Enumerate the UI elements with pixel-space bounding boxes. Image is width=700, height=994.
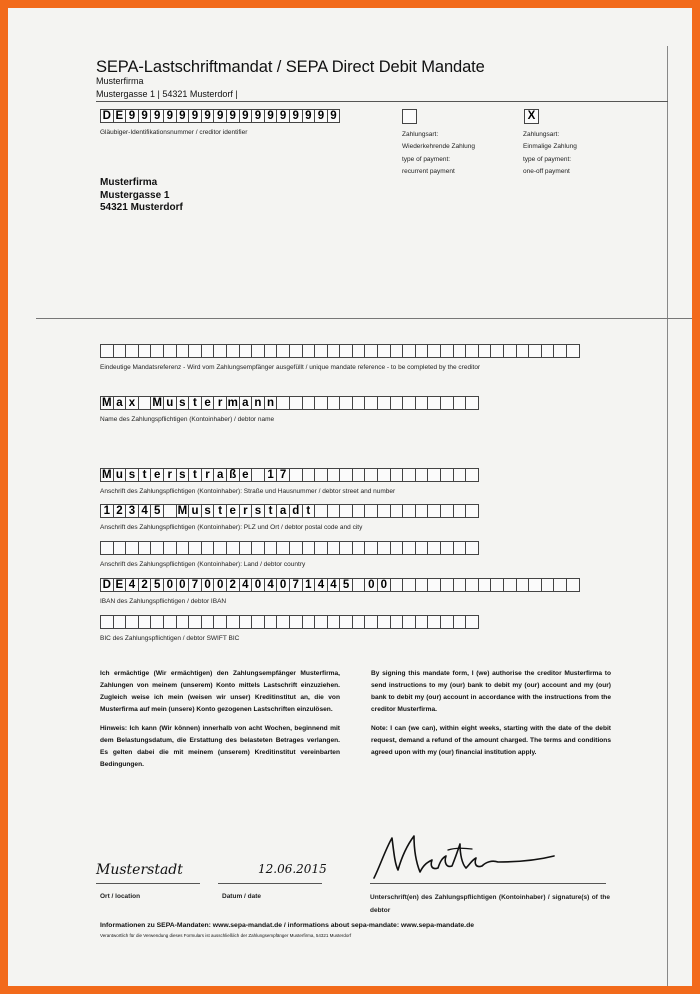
debtor-iban-cell[interactable] <box>478 578 492 592</box>
debtor-iban-cell[interactable]: 0 <box>176 578 190 592</box>
debtor-country-cell[interactable] <box>188 541 202 555</box>
debtor-postal-city-cell[interactable] <box>427 504 441 518</box>
creditor-identifier-cell[interactable]: 9 <box>201 109 215 123</box>
debtor-country-cell[interactable] <box>100 541 114 555</box>
debtor-country-cell[interactable] <box>150 541 164 555</box>
recipient-street: Mustergasse 1 <box>100 189 170 201</box>
debtor-country-cell[interactable] <box>377 541 391 555</box>
debtor-postal-city-cell[interactable]: 5 <box>150 504 164 518</box>
debtor-bic-label: BIC des Zahlungspflichtigen / debtor SWIFT BIC <box>100 635 240 642</box>
mandate-reference-cell[interactable] <box>465 344 479 358</box>
mandate-reference-cell[interactable] <box>100 344 114 358</box>
debtor-iban-cell[interactable]: 5 <box>339 578 353 592</box>
debtor-bic-cell[interactable] <box>100 615 114 629</box>
mandate-reference-cell[interactable] <box>113 344 127 358</box>
location-handwritten[interactable]: Musterstadt <box>96 862 183 878</box>
debtor-country-cell[interactable] <box>327 541 341 555</box>
debtor-postal-city-cell[interactable] <box>364 504 378 518</box>
debtor-bic-cell[interactable] <box>339 615 353 629</box>
debtor-street-cell[interactable] <box>402 468 416 482</box>
date-label: Datum / date <box>222 893 262 900</box>
debtor-name-cell[interactable] <box>402 396 416 410</box>
debtor-country-cell[interactable] <box>364 541 378 555</box>
debtor-postal-city-cell[interactable] <box>377 504 391 518</box>
debtor-country-cell[interactable] <box>302 541 316 555</box>
mandate-reference-cell[interactable] <box>541 344 555 358</box>
header-company: Musterfirma <box>96 76 144 86</box>
debtor-street-cell[interactable]: s <box>125 468 139 482</box>
debtor-street-cell[interactable] <box>415 468 429 482</box>
header-rule <box>96 101 668 102</box>
date-handwritten[interactable]: 12.06.2015 <box>258 862 327 876</box>
debtor-bic-cell[interactable] <box>427 615 441 629</box>
debtor-street-cell[interactable]: e <box>239 468 253 482</box>
recipient-city: 54321 Musterdorf <box>100 202 183 213</box>
debtor-iban-cell[interactable]: 0 <box>163 578 177 592</box>
debtor-postal-city-label: Anschrift des Zahlungspflichtigen (Kontoinhaber): PLZ und Ort / debtor postal code and city <box>100 524 363 531</box>
fold-line <box>36 318 692 319</box>
debtor-street-cell[interactable]: r <box>201 468 215 482</box>
debtor-bic-cell[interactable] <box>163 615 177 629</box>
debtor-name-cell[interactable] <box>276 396 290 410</box>
debtor-bic-cell[interactable] <box>352 615 366 629</box>
creditor-identifier-cell[interactable]: 9 <box>289 109 303 123</box>
debtor-bic-cell[interactable] <box>364 615 378 629</box>
debtor-bic-cell[interactable] <box>440 615 454 629</box>
debtor-iban-cell[interactable] <box>453 578 467 592</box>
debtor-country-cell[interactable] <box>440 541 454 555</box>
mandate-reference-cell[interactable] <box>415 344 429 358</box>
mandate-reference-cell[interactable] <box>314 344 328 358</box>
debtor-iban-cell[interactable]: 4 <box>327 578 341 592</box>
mandate-reference-cell[interactable] <box>327 344 341 358</box>
mandate-reference-cell[interactable] <box>352 344 366 358</box>
debtor-bic-cell[interactable] <box>239 615 253 629</box>
debtor-postal-city-cell[interactable]: s <box>201 504 215 518</box>
debtor-country-boxes[interactable] <box>100 541 478 555</box>
debtor-country-cell[interactable] <box>314 541 328 555</box>
recipient-address <box>100 177 183 215</box>
debtor-street-boxes[interactable] <box>100 468 478 482</box>
mandate-reference-cell[interactable] <box>339 344 353 358</box>
debtor-street-cell[interactable] <box>364 468 378 482</box>
debtor-bic-cell[interactable] <box>138 615 152 629</box>
debtor-postal-city-cell[interactable] <box>453 504 467 518</box>
debtor-postal-city-cell[interactable]: t <box>213 504 227 518</box>
mandate-reference-cell[interactable] <box>289 344 303 358</box>
debtor-bic-cell[interactable] <box>213 615 227 629</box>
creditor-identifier-cell[interactable]: D <box>100 109 114 123</box>
mandate-reference-cell[interactable] <box>516 344 530 358</box>
mandate-reference-cell[interactable] <box>440 344 454 358</box>
debtor-postal-city-cell[interactable]: r <box>239 504 253 518</box>
creditor-identifier-cell[interactable]: E <box>113 109 127 123</box>
debtor-street-cell[interactable]: 1 <box>264 468 278 482</box>
debtor-iban-cell[interactable] <box>352 578 366 592</box>
mandate-reference-boxes[interactable] <box>100 344 579 358</box>
debtor-country-cell[interactable] <box>176 541 190 555</box>
creditor-identifier-cell[interactable]: 9 <box>302 109 316 123</box>
debtor-street-cell[interactable]: s <box>176 468 190 482</box>
debtor-bic-cell[interactable] <box>453 615 467 629</box>
debtor-name-cell[interactable]: u <box>163 396 177 410</box>
mandate-reference-cell[interactable] <box>503 344 517 358</box>
debtor-bic-cell[interactable] <box>201 615 215 629</box>
creditor-identifier-label: Gläubiger-Identifikationsnummer / creditor identifier <box>100 129 248 136</box>
debtor-iban-cell[interactable] <box>516 578 530 592</box>
debtor-name-label: Name des Zahlungspflichtigen (Kontoinhaber) / debtor name <box>100 416 275 423</box>
mandate-reference-cell[interactable] <box>402 344 416 358</box>
debtor-iban-cell[interactable]: E <box>113 578 127 592</box>
debtor-iban-cell[interactable]: 0 <box>201 578 215 592</box>
debtor-postal-city-cell[interactable] <box>352 504 366 518</box>
debtor-iban-cell[interactable]: 4 <box>264 578 278 592</box>
debtor-bic-cell[interactable] <box>264 615 278 629</box>
debtor-street-cell[interactable] <box>377 468 391 482</box>
signature-line <box>370 883 606 884</box>
debtor-postal-city-boxes[interactable] <box>100 504 478 518</box>
debtor-iban-cell[interactable]: D <box>100 578 114 592</box>
creditor-identifier-cell[interactable]: 9 <box>226 109 240 123</box>
debtor-postal-city-cell[interactable] <box>390 504 404 518</box>
debtor-iban-cell[interactable] <box>490 578 504 592</box>
mandate-reference-cell[interactable] <box>364 344 378 358</box>
debtor-iban-cell[interactable] <box>503 578 517 592</box>
debtor-name-cell[interactable]: n <box>264 396 278 410</box>
debtor-postal-city-cell[interactable] <box>415 504 429 518</box>
debtor-postal-city-cell[interactable]: 3 <box>125 504 139 518</box>
debtor-name-cell[interactable] <box>327 396 341 410</box>
mandate-reference-cell[interactable] <box>188 344 202 358</box>
creditor-identifier-boxes[interactable] <box>100 109 339 123</box>
debtor-street-cell[interactable]: u <box>113 468 127 482</box>
mandate-reference-cell[interactable] <box>176 344 190 358</box>
debtor-country-cell[interactable] <box>289 541 303 555</box>
debtor-postal-city-cell[interactable]: u <box>188 504 202 518</box>
debtor-iban-cell[interactable]: 0 <box>364 578 378 592</box>
debtor-iban-cell[interactable]: 0 <box>213 578 227 592</box>
debtor-iban-cell[interactable] <box>390 578 404 592</box>
debtor-iban-cell[interactable] <box>541 578 555 592</box>
debtor-postal-city-cell[interactable]: 4 <box>138 504 152 518</box>
debtor-street-cell[interactable]: r <box>163 468 177 482</box>
debtor-street-cell[interactable]: M <box>102 469 112 481</box>
debtor-name-cell[interactable]: t <box>188 396 202 410</box>
debtor-name-cell[interactable]: a <box>239 396 253 410</box>
one-off-payment-checkbox[interactable]: X <box>524 109 539 124</box>
debtor-name-cell[interactable] <box>453 396 467 410</box>
mandate-reference-cell[interactable] <box>226 344 240 358</box>
debtor-iban-cell[interactable]: 4 <box>239 578 253 592</box>
debtor-iban-cell[interactable] <box>465 578 479 592</box>
debtor-postal-city-cell[interactable] <box>339 504 353 518</box>
debtor-country-cell[interactable] <box>163 541 177 555</box>
debtor-name-cell[interactable] <box>138 396 152 410</box>
debtor-bic-cell[interactable] <box>390 615 404 629</box>
form-title: SEPA-Lastschriftmandat / SEPA Direct Debit Mandate <box>96 58 485 76</box>
debtor-name-cell[interactable]: e <box>201 396 215 410</box>
debtor-name-cell[interactable] <box>352 396 366 410</box>
right-margin-line <box>667 46 668 986</box>
mandate-reference-cell[interactable] <box>377 344 391 358</box>
debtor-iban-cell[interactable] <box>566 578 580 592</box>
mandate-reference-cell[interactable] <box>566 344 580 358</box>
debtor-iban-cell[interactable]: 0 <box>276 578 290 592</box>
debtor-name-cell[interactable] <box>427 396 441 410</box>
debtor-street-cell[interactable] <box>465 468 479 482</box>
debtor-name-cell[interactable]: a <box>113 396 127 410</box>
mandate-reference-cell[interactable] <box>264 344 278 358</box>
debtor-postal-city-cell[interactable] <box>465 504 479 518</box>
debtor-street-cell[interactable] <box>390 468 404 482</box>
debtor-street-cell[interactable] <box>427 468 441 482</box>
debtor-postal-city-cell[interactable] <box>163 504 177 518</box>
debtor-name-cell[interactable] <box>465 396 479 410</box>
debtor-country-cell[interactable] <box>352 541 366 555</box>
debtor-bic-cell[interactable] <box>176 615 190 629</box>
debtor-country-label: Anschrift des Zahlungspflichtigen (Kontoinhaber): Land / debtor country <box>100 561 306 568</box>
debtor-postal-city-cell[interactable]: a <box>276 504 290 518</box>
mandate-reference-cell[interactable] <box>213 344 227 358</box>
debtor-bic-cell[interactable] <box>415 615 429 629</box>
debtor-name-boxes[interactable] <box>100 396 478 410</box>
debtor-postal-city-cell[interactable] <box>314 504 328 518</box>
footer-note: Verantwortlich für die Verwendung dieses Formulars ist ausschließlich der Zahlungsempfänger Musterfirma, 54321 Musterdorf <box>100 933 352 938</box>
debtor-country-cell[interactable] <box>390 541 404 555</box>
debtor-street-cell[interactable]: e <box>150 468 164 482</box>
debtor-bic-cell[interactable] <box>226 615 240 629</box>
recipient-name: Musterfirma <box>100 177 158 188</box>
debtor-bic-cell[interactable] <box>188 615 202 629</box>
debtor-iban-cell[interactable]: 7 <box>289 578 303 592</box>
recurrent-payment-checkbox[interactable] <box>402 109 417 124</box>
debtor-street-cell[interactable] <box>352 468 366 482</box>
mandate-text-de: Ich ermächtige (Wir ermächtigen) den Zahlungsempfänger Musterfirma, Zahlungen von meinem (unserem) Konto mittels Lastschrift einzuziehen. Zugleich weise ich mein (weisen wir unser) Kreditinstitut an, die von Musterfirma auf mein (unsere) Konto gezogenen Lastschriften einzulösen. Hinweis: Ich kann (Wir können) innerhalb von acht Wochen, beginnend mit dem Belastungsdatum, die Erstattung des belasteten Betrages verlangen. Es gelten dabei die mit meinem (unserem) Kreditinstitut vereinbarten Bedingungen. <box>100 670 340 768</box>
creditor-identifier-cell[interactable]: 9 <box>188 109 202 123</box>
creditor-identifier-cell[interactable]: 9 <box>314 109 328 123</box>
debtor-street-cell[interactable]: 7 <box>276 468 290 482</box>
debtor-name-cell[interactable] <box>364 396 378 410</box>
mandate-reference-cell[interactable] <box>528 344 542 358</box>
debtor-bic-cell[interactable] <box>150 615 164 629</box>
debtor-iban-cell[interactable]: 5 <box>150 578 164 592</box>
debtor-country-cell[interactable] <box>465 541 479 555</box>
creditor-identifier-cell[interactable]: 9 <box>176 109 190 123</box>
debtor-country-cell[interactable] <box>213 541 227 555</box>
debtor-street-label: Anschrift des Zahlungspflichtigen (Kontoinhaber): Straße und Hausnummer / debtor street and number <box>100 488 396 495</box>
creditor-identifier-cell[interactable]: 9 <box>327 109 341 123</box>
creditor-identifier-cell[interactable]: 9 <box>125 109 139 123</box>
debtor-name-cell[interactable]: M <box>152 397 162 409</box>
debtor-street-cell[interactable] <box>314 468 328 482</box>
debtor-street-cell[interactable] <box>251 468 265 482</box>
mandate-reference-cell[interactable] <box>453 344 467 358</box>
debtor-country-cell[interactable] <box>453 541 467 555</box>
debtor-iban-cell[interactable]: 7 <box>188 578 202 592</box>
location-line <box>96 883 200 884</box>
debtor-bic-cell[interactable] <box>465 615 479 629</box>
debtor-iban-cell[interactable] <box>402 578 416 592</box>
date-line <box>218 883 322 884</box>
debtor-name-cell[interactable]: s <box>176 396 190 410</box>
debtor-bic-cell[interactable] <box>327 615 341 629</box>
header-address: Mustergasse 1 | 54321 Musterdorf | <box>96 89 238 99</box>
debtor-postal-city-cell[interactable] <box>402 504 416 518</box>
debtor-name-cell[interactable]: M <box>102 397 112 409</box>
debtor-postal-city-cell[interactable]: 2 <box>113 504 127 518</box>
mandate-reference-cell[interactable] <box>490 344 504 358</box>
debtor-iban-cell[interactable] <box>440 578 454 592</box>
creditor-identifier-cell[interactable]: 9 <box>138 109 152 123</box>
mandate-reference-label: Eindeutige Mandatsreferenz - Wird vom Zahlungsempfänger ausgefüllt / unique mandate reference - to be completed by the creditor <box>100 364 481 371</box>
mandate-reference-cell[interactable] <box>276 344 290 358</box>
debtor-street-cell[interactable] <box>327 468 341 482</box>
mandate-text-en: By signing this mandate form, I (we) authorise the creditor Musterfirma to send instructions to my (our) bank to debit my (our) account and my (our) bank to debit my (our) account in accordance with the instructions from the creditor Musterfirma. Note: I can (we can), within eight weeks, starting with the date of the debit request, demand a refund of the amount charged. The terms and conditions agreed upon with my (our) financial institution apply. <box>371 670 611 756</box>
debtor-iban-cell[interactable]: 4 <box>314 578 328 592</box>
debtor-iban-cell[interactable]: 1 <box>302 578 316 592</box>
debtor-name-cell[interactable]: r <box>213 396 227 410</box>
debtor-street-cell[interactable]: ß <box>226 468 240 482</box>
creditor-identifier-cell[interactable]: 9 <box>213 109 227 123</box>
debtor-name-cell[interactable] <box>302 396 316 410</box>
debtor-name-cell[interactable]: x <box>125 396 139 410</box>
debtor-name-cell[interactable] <box>314 396 328 410</box>
mandate-reference-cell[interactable] <box>125 344 139 358</box>
mandate-reference-cell[interactable] <box>553 344 567 358</box>
debtor-street-cell[interactable] <box>453 468 467 482</box>
location-label: Ort / location <box>100 893 141 900</box>
debtor-country-cell[interactable] <box>251 541 265 555</box>
debtor-iban-cell[interactable]: 0 <box>377 578 391 592</box>
signature-drawing <box>368 826 558 886</box>
debtor-street-cell[interactable] <box>289 468 303 482</box>
mandate-reference-cell[interactable] <box>150 344 164 358</box>
mandate-reference-cell[interactable] <box>302 344 316 358</box>
debtor-iban-label: IBAN des Zahlungspflichtigen / debtor IBAN <box>100 598 227 605</box>
debtor-bic-boxes[interactable] <box>100 615 478 629</box>
mandate-reference-cell[interactable] <box>201 344 215 358</box>
creditor-identifier-cell[interactable]: 9 <box>264 109 278 123</box>
mandate-reference-cell[interactable] <box>163 344 177 358</box>
creditor-identifier-cell[interactable]: 9 <box>163 109 177 123</box>
recurrent-payment-label: Zahlungsart: Wiederkehrende Zahlung type of payment: recurrent payment <box>402 131 475 175</box>
debtor-country-cell[interactable] <box>276 541 290 555</box>
debtor-bic-cell[interactable] <box>125 615 139 629</box>
debtor-iban-cell[interactable]: 2 <box>226 578 240 592</box>
debtor-name-cell[interactable] <box>440 396 454 410</box>
debtor-postal-city-cell[interactable] <box>440 504 454 518</box>
debtor-country-cell[interactable] <box>402 541 416 555</box>
debtor-iban-cell[interactable] <box>427 578 441 592</box>
creditor-identifier-cell[interactable]: 9 <box>276 109 290 123</box>
mandate-reference-cell[interactable] <box>390 344 404 358</box>
mandate-reference-cell[interactable] <box>427 344 441 358</box>
debtor-iban-cell[interactable] <box>528 578 542 592</box>
creditor-identifier-cell[interactable]: 9 <box>150 109 164 123</box>
debtor-name-cell[interactable] <box>339 396 353 410</box>
debtor-country-cell[interactable] <box>427 541 441 555</box>
debtor-iban-cell[interactable]: 2 <box>138 578 152 592</box>
signature-label: Unterschrift(en) des Zahlungspflichtigen (Kontoinhaber) / signature(s) of the debtor <box>370 894 610 914</box>
debtor-postal-city-cell[interactable]: d <box>289 504 303 518</box>
mandate-reference-cell[interactable] <box>138 344 152 358</box>
debtor-country-cell[interactable] <box>415 541 429 555</box>
debtor-postal-city-cell[interactable]: e <box>226 504 240 518</box>
debtor-name-cell[interactable] <box>377 396 391 410</box>
debtor-bic-cell[interactable] <box>302 615 316 629</box>
debtor-street-cell[interactable]: a <box>213 468 227 482</box>
debtor-postal-city-cell[interactable]: 1 <box>100 504 114 518</box>
debtor-name-cell[interactable] <box>289 396 303 410</box>
debtor-iban-cell[interactable] <box>415 578 429 592</box>
debtor-street-cell[interactable]: t <box>138 468 152 482</box>
debtor-bic-cell[interactable] <box>314 615 328 629</box>
debtor-street-cell[interactable]: t <box>188 468 202 482</box>
debtor-bic-cell[interactable] <box>377 615 391 629</box>
debtor-country-cell[interactable] <box>125 541 139 555</box>
debtor-bic-cell[interactable] <box>113 615 127 629</box>
mandate-form <box>8 8 692 986</box>
debtor-iban-cell[interactable]: 4 <box>125 578 139 592</box>
mandate-reference-cell[interactable] <box>251 344 265 358</box>
debtor-name-cell[interactable] <box>415 396 429 410</box>
debtor-country-cell[interactable] <box>226 541 240 555</box>
debtor-name-cell[interactable]: m <box>227 397 238 409</box>
debtor-country-cell[interactable] <box>239 541 253 555</box>
debtor-country-cell[interactable] <box>339 541 353 555</box>
debtor-name-cell[interactable]: n <box>251 396 265 410</box>
debtor-bic-cell[interactable] <box>289 615 303 629</box>
debtor-name-cell[interactable] <box>390 396 404 410</box>
debtor-iban-boxes[interactable] <box>100 578 579 592</box>
debtor-postal-city-cell[interactable]: s <box>251 504 265 518</box>
debtor-postal-city-cell[interactable]: t <box>302 504 316 518</box>
debtor-country-cell[interactable] <box>113 541 127 555</box>
debtor-bic-cell[interactable] <box>251 615 265 629</box>
debtor-postal-city-cell[interactable] <box>327 504 341 518</box>
debtor-iban-cell[interactable]: 0 <box>251 578 265 592</box>
debtor-street-cell[interactable] <box>440 468 454 482</box>
debtor-country-cell[interactable] <box>201 541 215 555</box>
debtor-postal-city-cell[interactable]: t <box>264 504 278 518</box>
creditor-identifier-cell[interactable]: 9 <box>239 109 253 123</box>
debtor-country-cell[interactable] <box>264 541 278 555</box>
debtor-postal-city-cell[interactable]: M <box>177 505 188 517</box>
one-off-payment-label: Zahlungsart: Einmalige Zahlung type of payment: one-off payment <box>523 131 577 175</box>
mandate-reference-cell[interactable] <box>239 344 253 358</box>
debtor-iban-cell[interactable] <box>553 578 567 592</box>
debtor-street-cell[interactable] <box>302 468 316 482</box>
creditor-identifier-cell[interactable]: 9 <box>251 109 265 123</box>
footer-info: Informationen zu SEPA-Mandaten: www.sepa-mandat.de / informations about sepa-mandate: www.sepa-mandate.de <box>100 922 475 929</box>
debtor-bic-cell[interactable] <box>276 615 290 629</box>
debtor-street-cell[interactable] <box>339 468 353 482</box>
debtor-country-cell[interactable] <box>138 541 152 555</box>
mandate-reference-cell[interactable] <box>478 344 492 358</box>
debtor-bic-cell[interactable] <box>402 615 416 629</box>
